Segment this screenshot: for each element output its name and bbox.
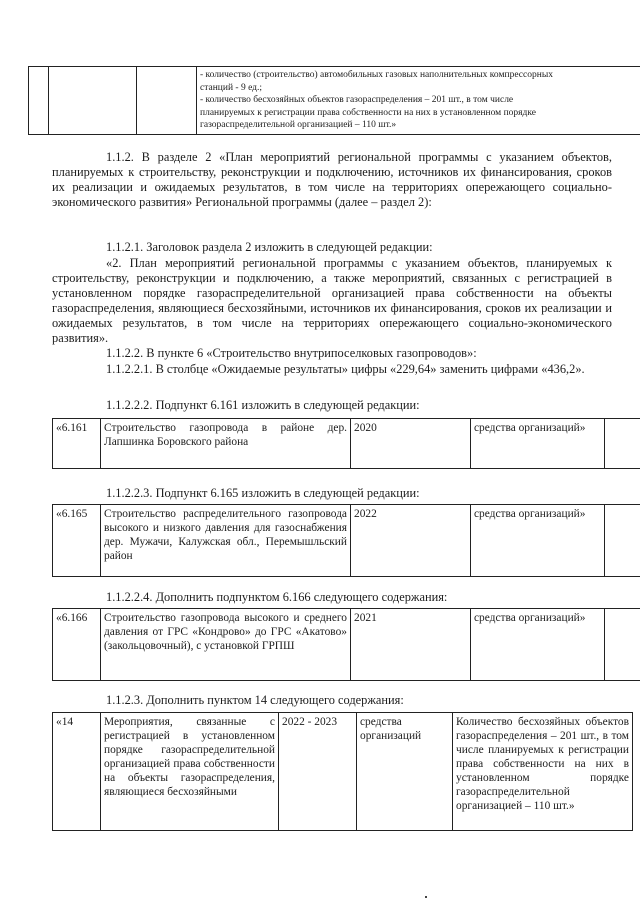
item-source: средства организаций» [471, 419, 605, 469]
item-year: 2021 [351, 609, 471, 681]
item-year: 2022 - 2023 [279, 713, 357, 831]
table-cell [49, 67, 137, 135]
paragraph-1-1-2-3: 1.1.2.3. Дополнить пунктом 14 следующего содержания: [106, 693, 404, 707]
item-source: средства организаций» [471, 505, 605, 577]
item-expected-result: Количество бесхозяйных объектов газораспределения – 201 шт., в том числе планируемых к регистрации права собственности на них в установленном порядке газораспределительной организацией – 110 шт.» [453, 713, 633, 831]
table-cell [605, 419, 640, 469]
item-description: Строительство газопровода высокого и среднего давления от ГРС «Кондрово» до ГРС «Акатово» (закольцовочный), с установкой ГРПШ [101, 609, 351, 681]
table-cell [605, 505, 640, 577]
paragraph-1-1-2-2-2: 1.1.2.2.2. Подпункт 6.161 изложить в следующей редакции: [106, 398, 420, 412]
row-6161-table [52, 418, 640, 469]
item-number: «6.165 [53, 505, 101, 577]
paragraph-1-1-2-1: 1.1.2.1. Заголовок раздела 2 изложить в следующей редакции: [106, 240, 433, 254]
row-14-table [52, 712, 633, 831]
paragraph-1-1-2-2-3: 1.1.2.2.3. Подпункт 6.165 изложить в следующей редакции: [106, 486, 420, 500]
item-description: Мероприятия, связанные с регистрацией в установленном порядке газораспределительной организацией права собственности на объекты газораспределения, являющиеся бесхозяйными [101, 713, 279, 831]
scan-speck [425, 896, 427, 898]
continuation-table [28, 66, 640, 135]
paragraph-1-1-2-2-4: 1.1.2.2.4. Дополнить подпунктом 6.166 следующего содержания: [106, 590, 448, 604]
item-year: 2020 [351, 419, 471, 469]
table-cell [137, 67, 197, 135]
table-row [53, 609, 640, 681]
item-description: Строительство газопровода в районе дер. Лапшинка Боровского района [101, 419, 351, 469]
table-cell [29, 67, 49, 135]
item-description: Строительство распределительного газопровода высокого и низкого давления для газоснабжения дер. Мужачи, Калужская обл., Перемышльский район [101, 505, 351, 577]
table-row [53, 505, 640, 577]
item-source: средства организаций [357, 713, 453, 831]
table-row [53, 713, 633, 831]
row-6166-table [52, 608, 640, 681]
table-row [53, 419, 640, 469]
paragraph-1-1-2-2-1: 1.1.2.2.1. В столбце «Ожидаемые результаты» цифры «229,64» заменить цифрами «436,2». [106, 362, 585, 376]
expected-results-cell [197, 67, 640, 135]
result-line: станций - 9 ед.; [200, 82, 263, 93]
section-2-new-title: «2. План мероприятий региональной программы с указанием объектов, планируемых к строительству, реконструкции и подключению, а также мероприятий, связанных с регистрацией в установленном порядке газораспределительной организацией права собственности на объекты газораспределения, являющиеся бесхозяйными, источников их финансирования, сроков их реализации и ожидаемых результатов, в том числе на территориях опережающего социально-экономического развития». [52, 256, 612, 346]
table-cell [605, 609, 640, 681]
paragraph-1-1-2-2: 1.1.2.2. В пункте 6 «Строительство внутрипоселковых газопроводов»: [106, 346, 477, 360]
item-year: 2022 [351, 505, 471, 577]
result-line: - количество бесхозяйных объектов газораспределения – 201 шт., в том числе [200, 95, 514, 106]
table-row [29, 67, 640, 135]
result-line: газораспределительной организацией – 110 шт.» [200, 120, 397, 131]
result-line: - количество (строительство) автомобильных газовых наполнительных компрессорных [200, 70, 553, 80]
item-number: «6.166 [53, 609, 101, 681]
paragraph-1-1-2: 1.1.2. В разделе 2 «План мероприятий региональной программы с указанием объектов, планируемых к строительству, реконструкции и подключению, источников их финансирования, сроков их реализации и ожидаемых результатов, в том числе на территориях опережающего социально-экономического развития» Региональной программы (далее – раздел 2): [52, 150, 612, 210]
item-source: средства организаций» [471, 609, 605, 681]
item-number: «6.161 [53, 419, 101, 469]
item-number: «14 [53, 713, 101, 831]
row-6165-table [52, 504, 640, 577]
result-line: планируемых к регистрации права собственности на них в установленном порядке [200, 107, 536, 118]
